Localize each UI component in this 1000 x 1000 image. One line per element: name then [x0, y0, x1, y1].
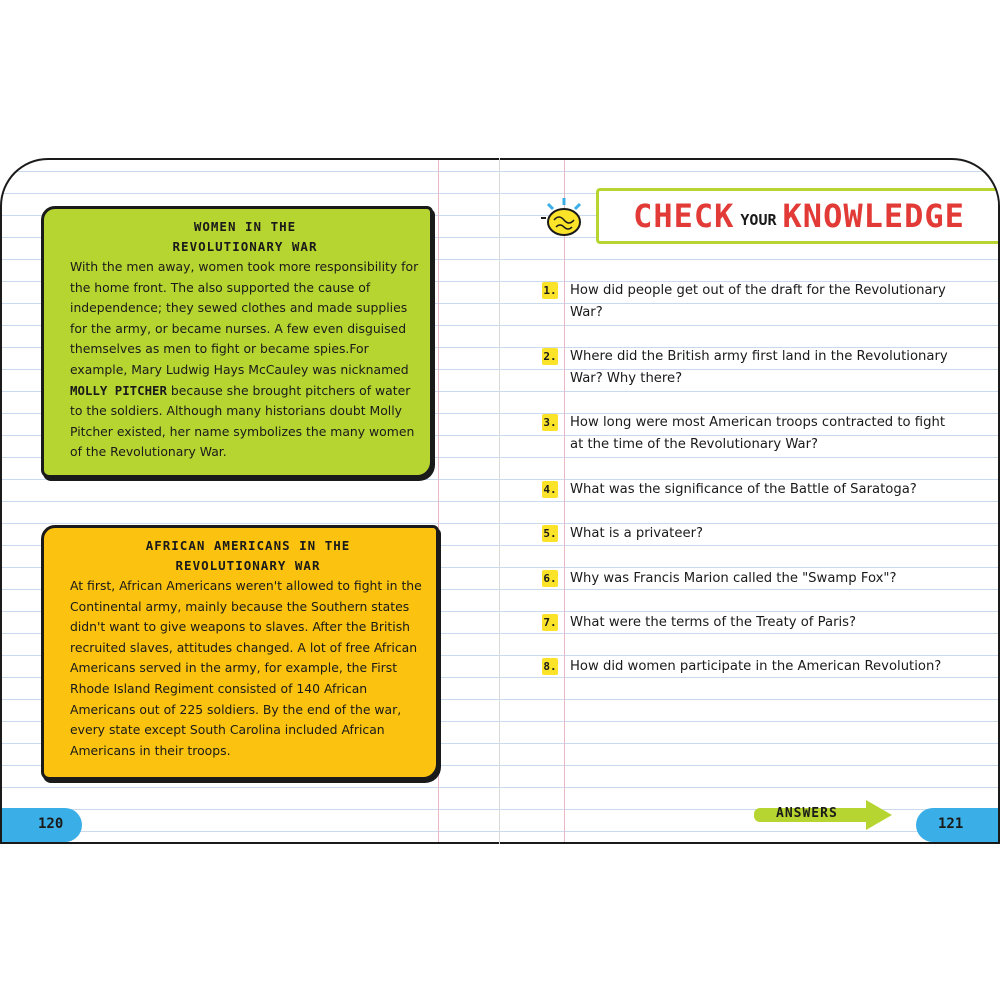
- answers-link[interactable]: [754, 800, 904, 828]
- question-number: 3.: [543, 416, 557, 429]
- question-number: 6.: [543, 572, 557, 585]
- question-number: 8.: [543, 660, 557, 673]
- box-body-text: At first, African Americans weren't allowed to fight in the Continental army, mainly because the Southern states didn't want to give weapons to slaves. After the British recruited slaves, attitudes changed. A lot of free African Americans served in the army, for example, the First Rhode Island Regiment consisted of 140 African Americans out of 225 soldiers. By the end of the war, every state except South Carolina included African Americans in their troops.: [70, 578, 422, 758]
- brain-lightbulb-icon: [540, 194, 592, 240]
- check-knowledge-header: [540, 188, 970, 248]
- question-text: What is a privateer?: [570, 526, 704, 541]
- question-text: What was the significance of the Battle of Saratoga?: [570, 482, 917, 497]
- check-knowledge-title: [596, 188, 1000, 244]
- question-text: What were the terms of the Treaty of Paris?: [570, 615, 857, 630]
- page-number: 120: [38, 816, 64, 832]
- box-title: [70, 217, 420, 257]
- question-number: 7.: [543, 616, 557, 629]
- left-page: [0, 158, 500, 844]
- question-number: 1.: [543, 284, 557, 297]
- african-americans-revolutionary-war-box: [41, 525, 439, 780]
- answers-label: ANSWERS: [776, 806, 838, 821]
- title-word: YOUR: [740, 211, 777, 229]
- box-body-text: [70, 257, 420, 463]
- question-number: 5.: [543, 527, 557, 540]
- question-text: Where did the British army first land in the Revolutionary War? Why there?: [570, 349, 948, 386]
- title-word: CHECK: [633, 197, 735, 235]
- margin-line: [564, 160, 565, 842]
- box-title-line: REVOLUTIONARY WAR: [172, 239, 318, 254]
- women-revolutionary-war-box: [41, 206, 433, 478]
- title-word: KNOWLEDGE: [782, 197, 965, 235]
- question-number: 2.: [543, 350, 557, 363]
- right-page: [500, 158, 1000, 844]
- box-title-line: REVOLUTIONARY WAR: [175, 558, 321, 573]
- body-text-part: With the men away, women took more responsibility for the home front. The also supported the cause of independence; they sewed clothes and made supplies for the army, or became nurses. A few even disguised themselves as men to fight or became spies.For example, Mary Ludwig Hays McCauley was nicknamed: [70, 259, 419, 377]
- molly-pitcher-highlight: MOLLY PITCHER: [70, 382, 167, 398]
- box-title-line: AFRICAN AMERICANS IN THE: [145, 538, 351, 553]
- arrow-right-icon: [866, 800, 892, 830]
- book-spread: [0, 158, 1000, 844]
- box-title-line: WOMEN IN THE: [193, 219, 297, 234]
- question-text: Why was Francis Marion called the "Swamp Fox"?: [570, 571, 897, 586]
- question-number: 4.: [543, 483, 557, 496]
- question-text: How long were most American troops contracted to fight at the time of the Revolutionary War?: [570, 415, 946, 452]
- question-text: How did people get out of the draft for the Revolutionary War?: [570, 283, 946, 320]
- box-title: [70, 536, 426, 576]
- page-number: 121: [938, 816, 964, 832]
- body-text-part: because she brought pitchers of water to the soldiers. Although many historians doubt Molly Pitcher existed, her name symbolizes the many women of the Revolutionary War.: [70, 382, 415, 460]
- question-text: How did women participate in the American Revolution?: [570, 659, 942, 674]
